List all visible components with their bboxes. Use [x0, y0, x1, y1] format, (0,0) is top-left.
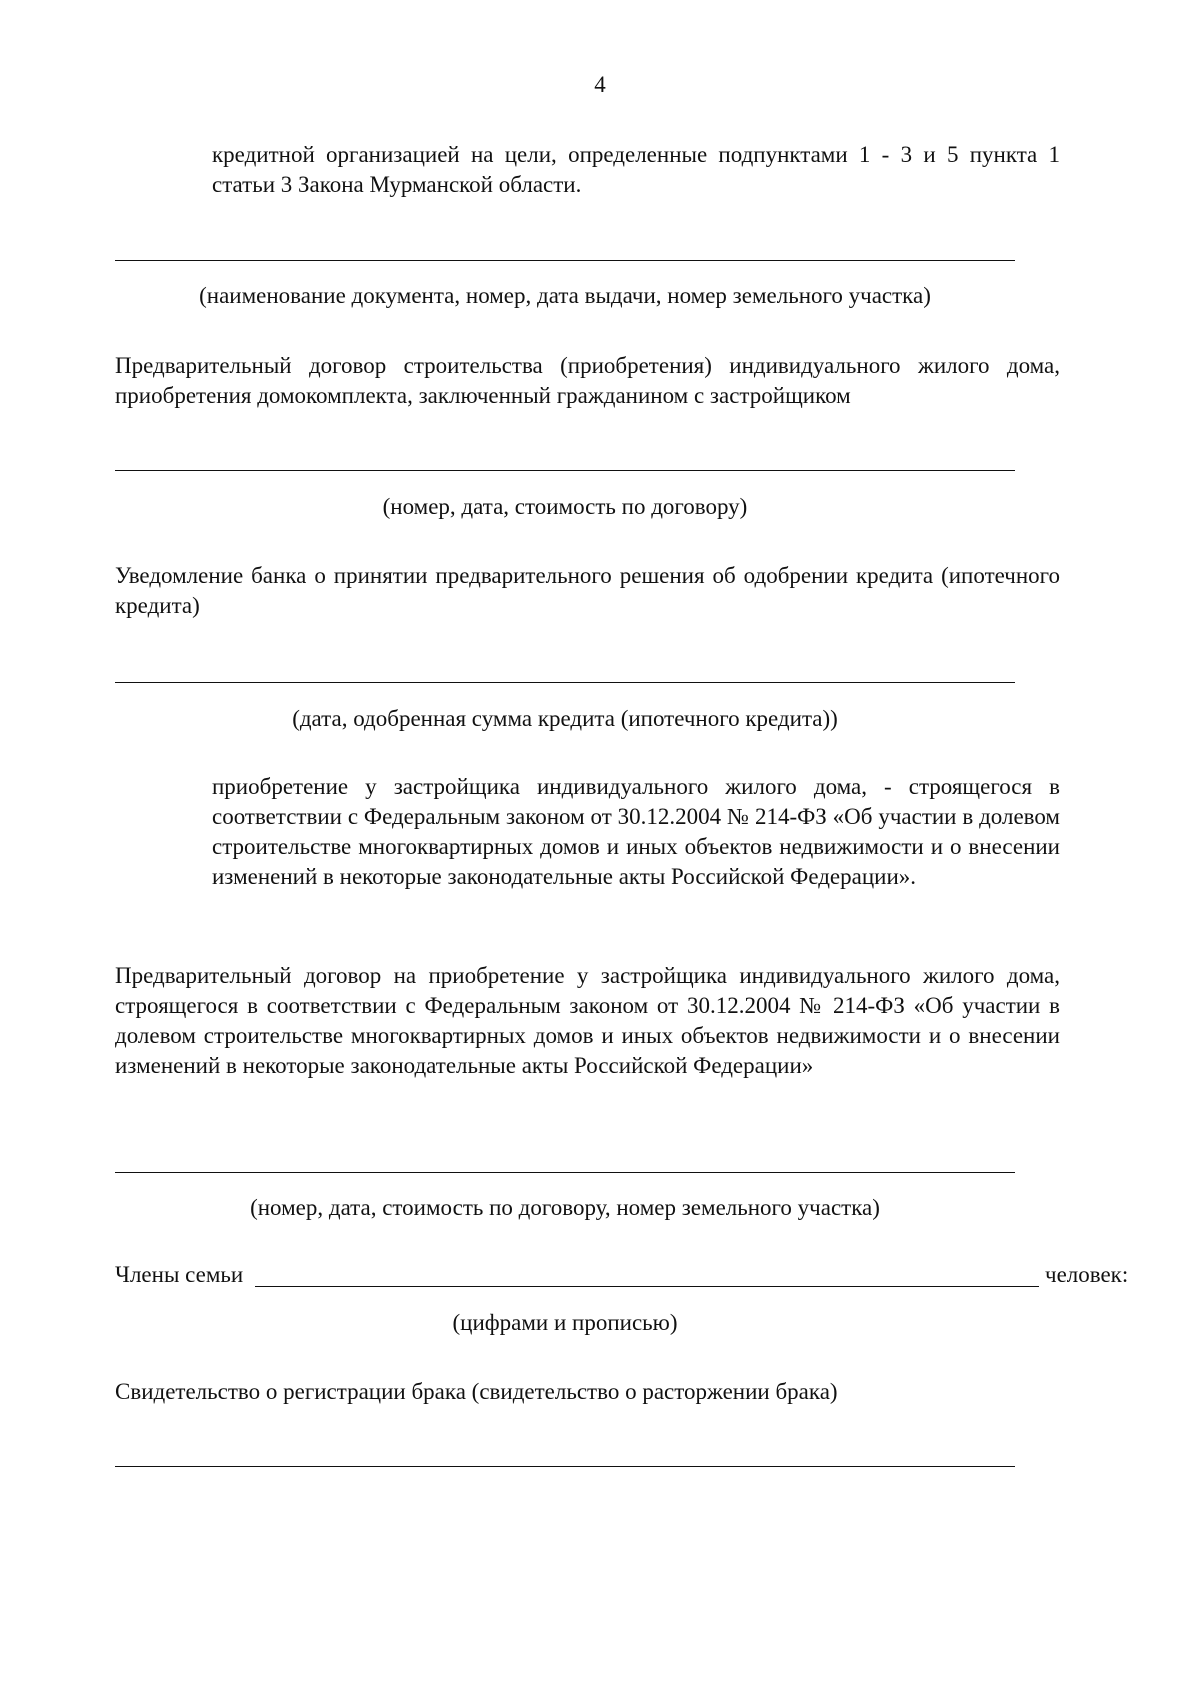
caption-land-document: (наименование документа, номер, дата выдачи, номер земельного участка) [199, 283, 931, 308]
caption-contract-land: (номер, дата, стоимость по договору, номер земельного участка) [250, 1195, 880, 1220]
purchase-paragraph: приобретение у застройщика индивидуального жилого дома, - строящегося в соответствии с Федеральным законом от 30.12.2004 № 214-ФЗ «Об участии в долевом строительстве многоквартирных домов и иных объектов недвижимости и о внесении изменений в некоторые законодательные акты Российской Федерации». [212, 774, 1060, 889]
blank-line-marriage[interactable] [115, 1466, 1015, 1467]
marriage-certificate-paragraph: Свидетельство о регистрации брака (свидетельство о расторжении брака) [115, 1379, 838, 1404]
caption-contract: (номер, дата, стоимость по договору) [382, 494, 748, 519]
blank-line-contract-land[interactable] [115, 1172, 1015, 1173]
family-members-label: Члены семьи [115, 1262, 244, 1287]
bank-notice-paragraph: Уведомление банка о принятии предварительного решения об одобрении кредита (ипотечного кредита) [115, 563, 1060, 618]
family-members-blank[interactable] [255, 1286, 1039, 1287]
family-members-unit: человек: [1045, 1262, 1129, 1287]
page-number: 4 [594, 72, 606, 97]
caption-digits: (цифрами и прописью) [452, 1310, 678, 1335]
preliminary-purchase-paragraph: Предварительный договор на приобретение у застройщика индивидуального жилого дома, строящегося в соответствии с Федеральным законом от 30.12.2004 № 214-ФЗ «Об участии в долевом строительстве многоквартирных домов и иных объектов недвижимости и о внесении изменений в некоторые законодательные акты Российской Федерации» [115, 963, 1060, 1078]
blank-line-contract[interactable] [115, 470, 1015, 471]
preliminary-contract-paragraph: Предварительный договор строительства (приобретения) индивидуального жилого дома, приобретения домокомплекта, заключенный гражданином с застройщиком [115, 353, 1060, 408]
blank-line-credit[interactable] [115, 682, 1015, 683]
family-members-row [115, 1260, 1129, 1290]
intro-paragraph: кредитной организацией на цели, определенные подпунктами 1 - 3 и 5 пункта 1 статьи 3 Закона Мурманской области. [212, 142, 1060, 197]
caption-credit: (дата, одобренная сумма кредита (ипотечного кредита)) [292, 706, 838, 731]
blank-line-land-document[interactable] [115, 260, 1015, 261]
